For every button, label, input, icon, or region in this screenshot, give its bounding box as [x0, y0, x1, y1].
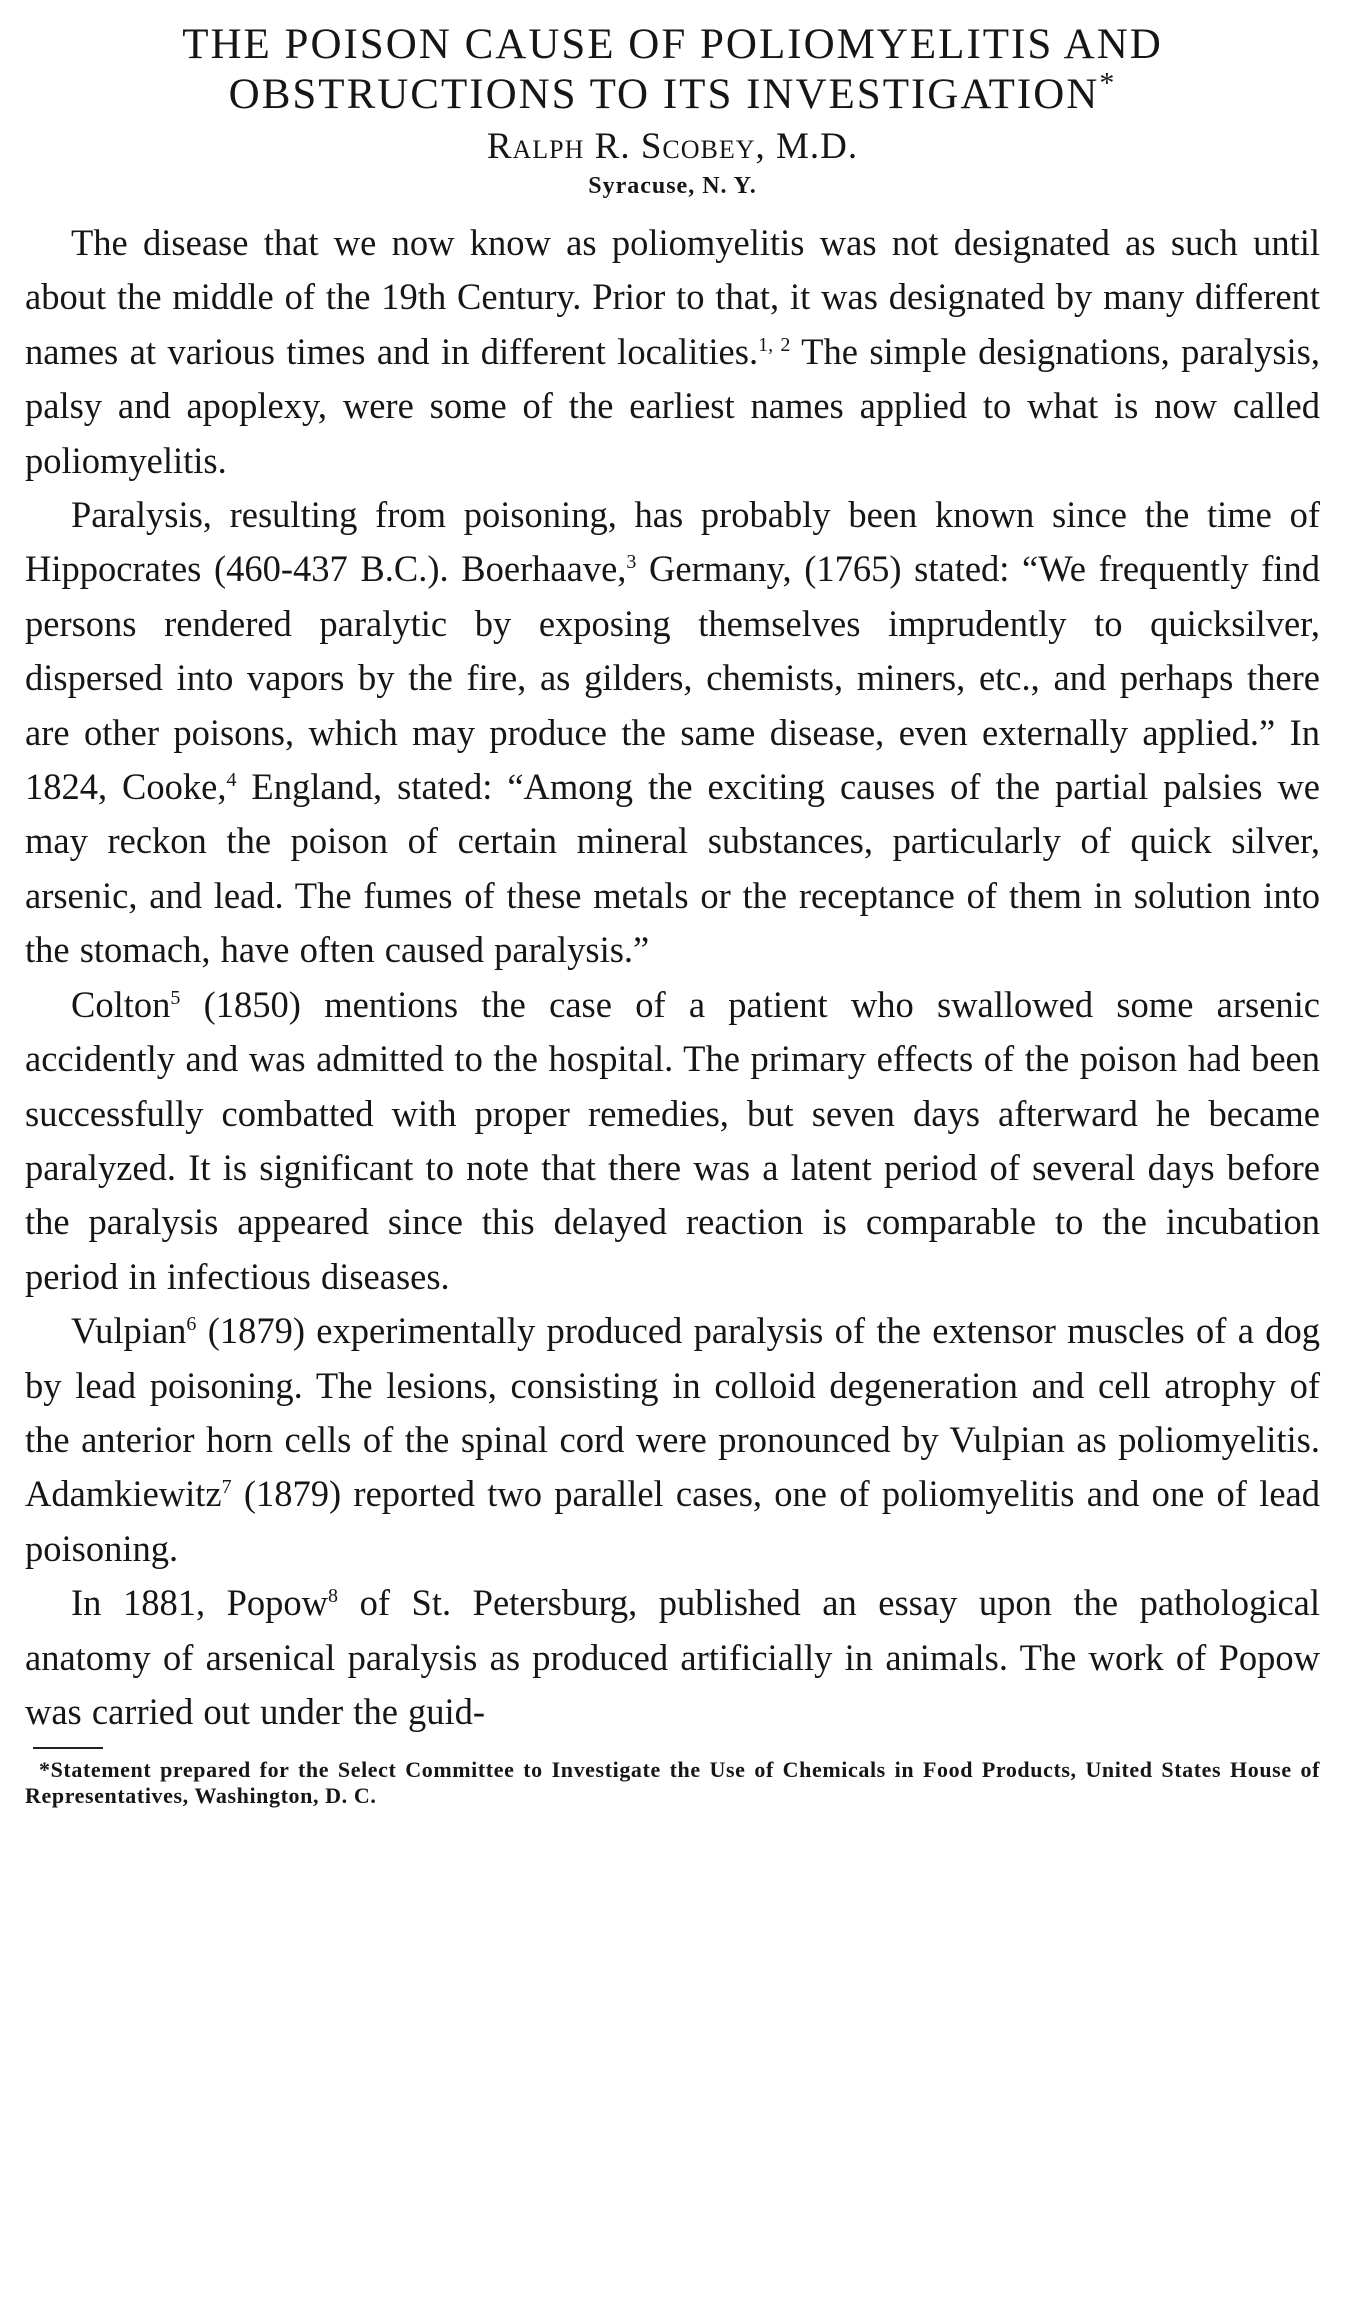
paragraph-2-text-c: England, stated: “Among the exciting causes of the partial palsies we may reckon the poison of certain mineral substances, particularly of quick silver, arsenic, and lead. The fumes of these metals or the receptance of them in solution into the stomach, have often caused paralysis.” [25, 766, 1321, 971]
paragraph-5 [25, 1576, 1320, 1739]
paragraph-1 [25, 216, 1320, 488]
citation-ref-4: 4 [226, 768, 237, 791]
paragraph-4-text-b: (1879) experimentally produced paralysis of the extensor muscles of a dog by lead poisoning. The lesions, consisting in colloid degeneration and cell atrophy of the anterior horn cells of the spinal cord were pronounced by Vulpian as poliomyelitis. Adamkiewitz [25, 1310, 1320, 1515]
paragraph-4-text-a: Vulpian [71, 1310, 187, 1352]
citation-ref-3: 3 [626, 551, 637, 574]
citation-ref-1-2: 1, 2 [758, 333, 791, 356]
paragraph-4 [25, 1304, 1320, 1576]
title-line-1: THE POISON CAUSE OF POLIOMYELITIS AND [182, 21, 1163, 68]
title-footnote-marker: * [1099, 66, 1117, 100]
paragraph-3-text-a: Colton [71, 983, 171, 1025]
paragraph-5-text-b: of St. Petersburg, published an essay upon the pathological anatomy of arsenical paralysis as produced artificially in animals. The work of Popow was carried out under the guid- [25, 1582, 1320, 1732]
paragraph-2-text-b: Germany, (1765) stated: “We frequently find persons rendered paralytic by exposing themselves imprudently to quicksilver, dispersed into vapors by the fire, as gilders, chemists, miners, etc., and perhaps there are other poisons, which may produce the same disease, even externally applied.” In 1824, Cooke, [25, 548, 1320, 808]
citation-ref-5: 5 [170, 986, 181, 1009]
paragraph-2-text-a: Paralysis, resulting from poisoning, has probably been known since the time of Hippocrates (460-437 B.C.). Boerhaave, [25, 494, 1320, 590]
title-line-2: OBSTRUCTIONS TO ITS INVESTIGATION [228, 71, 1100, 118]
footnote-divider [33, 1747, 103, 1749]
author-location: Syracuse, N. Y. [588, 173, 757, 199]
paragraph-5-text-a: In 1881, Popow [71, 1582, 329, 1624]
article-title [25, 20, 1320, 120]
paragraph-2 [25, 488, 1320, 978]
paragraph-3-text-b: (1850) mentions the case of a patient who swallowed some arsenic accidently and was admitted to the hospital. The primary effects of the poison had been successfully combatted with proper remedies, but seven days afterward he became paralyzed. It is significant to note that there was a latent period of several days before the paralysis appeared since this delayed reaction is comparable to the incubation period in infectious diseases. [25, 983, 1320, 1297]
citation-ref-7: 7 [221, 1476, 232, 1499]
paragraph-4-text-c: (1879) reported two parallel cases, one of poliomyelitis and one of lead poisoning. [25, 1473, 1320, 1569]
article-page [25, 20, 1320, 1809]
author-name: Ralph R. Scobey, M.D. [486, 126, 859, 167]
footnote: *Statement prepared for the Select Committee to Investigate the Use of Chemicals in Food Products, United States House of Representatives, Washington, D. C. [25, 1757, 1320, 1809]
paragraph-3 [25, 978, 1320, 1304]
citation-ref-6: 6 [186, 1312, 197, 1335]
paragraph-1-text-b: The simple designations, paralysis, palsy and apoplexy, were some of the earliest names applied to what is now called poliomyelitis. [25, 330, 1320, 481]
citation-ref-8: 8 [328, 1585, 339, 1607]
paragraph-1-text-a: The disease that we now know as poliomyelitis was not designated as such until about the middle of the 19th Century. Prior to that, it was designated by many different names at various times and in different localities. [25, 222, 1320, 372]
